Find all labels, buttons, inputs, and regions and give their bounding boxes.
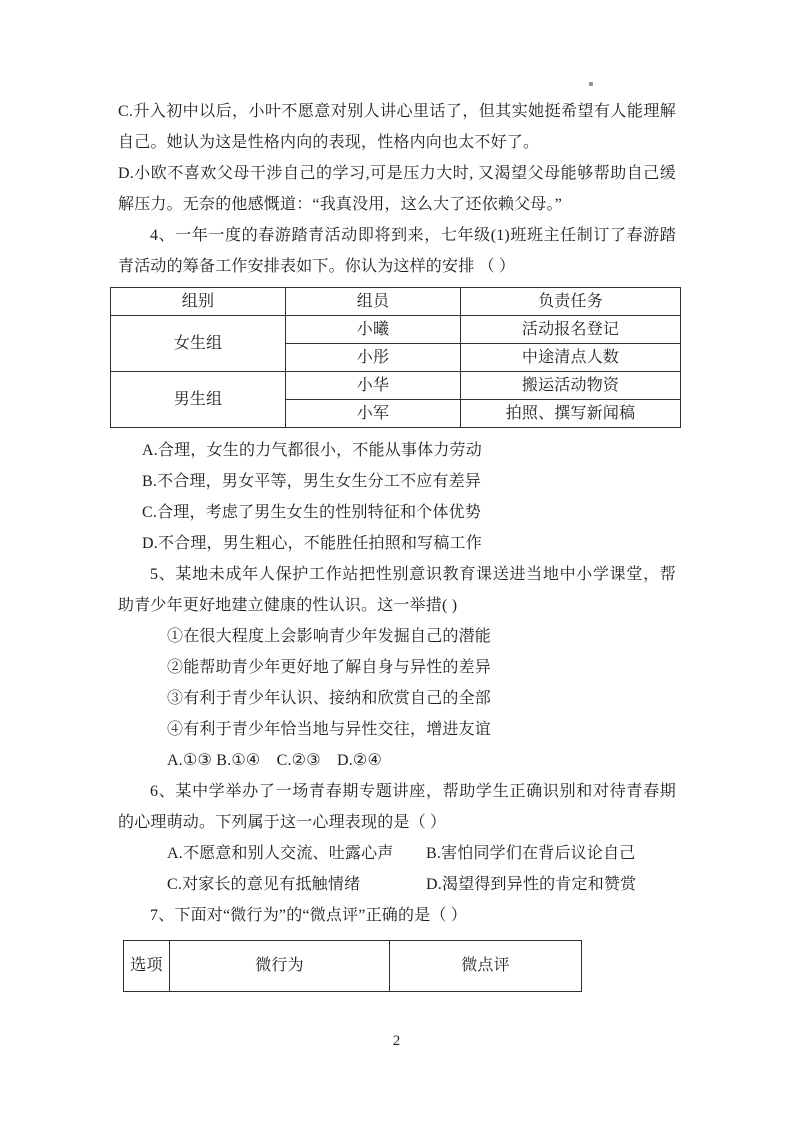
q4-header-member: 组员 bbox=[286, 288, 461, 316]
page-number: 2 bbox=[392, 1033, 401, 1049]
q4-cell-task: 中途清点人数 bbox=[461, 344, 681, 372]
q6-option-b: B.害怕同学们在背后议论自己 bbox=[426, 845, 636, 862]
q4-options bbox=[142, 435, 676, 559]
q4-option-d: D.不合理，男生粗心，不能胜任拍照和写稿工作 bbox=[142, 535, 482, 552]
q5-item-2: ②能帮助青少年更好地了解自身与异性的差异 bbox=[167, 659, 492, 676]
q4-cell-task: 拍照、撰写新闻稿 bbox=[461, 400, 681, 428]
q7-header-behavior: 微行为 bbox=[170, 941, 390, 992]
q6-options-row-1 bbox=[167, 838, 676, 869]
q6-option-a: A.不愿意和别人交流、吐露心声 bbox=[167, 845, 394, 862]
q4-cell-group-girls: 女生组 bbox=[111, 316, 286, 372]
q6-stem: 6、某中学举办了一场青春期专题讲座，帮助学生正确识别和对待青春期的心理萌动。下列属于这一心理表现的是（ ） bbox=[118, 783, 676, 831]
q6-option-c: C.对家长的意见有抵触情绪 bbox=[167, 876, 361, 893]
q5-stem: 5、某地未成年人保护工作站把性别意识教育课送进当地中小学课堂，帮助青少年更好地建立健康的性认识。这一举措( ) bbox=[118, 566, 676, 614]
table-row bbox=[111, 372, 681, 400]
q6-option-d: D.渴望得到异性的肯定和赞赏 bbox=[426, 876, 637, 893]
page-content bbox=[118, 96, 676, 992]
q6-options bbox=[167, 838, 676, 900]
q3-option-c: C.升入初中以后，小叶不愿意对别人讲心里话了，但其实她挺希望有人能理解自己。她认为这是性格内向的表现，性格内向也太不好了。 bbox=[118, 103, 676, 151]
table-row bbox=[111, 316, 681, 344]
q7-stem: 7、下面对“微行为”的“微点评”正确的是（ ） bbox=[150, 907, 468, 924]
q4-header-task: 负责任务 bbox=[461, 288, 681, 316]
q7-header-option: 选项 bbox=[124, 941, 170, 992]
q4-header-group: 组别 bbox=[111, 288, 286, 316]
q4-cell-member: 小曦 bbox=[286, 316, 461, 344]
q7-table bbox=[123, 940, 582, 992]
q5-item-4: ④有利于青少年恰当地与异性交往，增进友谊 bbox=[167, 721, 492, 738]
q4-stem: 4、一年一度的春游踏青活动即将到来，七年级(1)班班主任制订了春游踏青活动的筹备工作安排表如下。你认为这样的安排 （ ） bbox=[118, 227, 676, 275]
q4-cell-task: 搬运活动物资 bbox=[461, 372, 681, 400]
q6-options-row-2 bbox=[167, 869, 676, 900]
q4-cell-member: 小军 bbox=[286, 400, 461, 428]
q5-item-1: ①在很大程度上会影响青少年发掘自己的潜能 bbox=[167, 628, 492, 645]
q5-items bbox=[167, 621, 676, 776]
q4-cell-member: 小彤 bbox=[286, 344, 461, 372]
q4-cell-member: 小华 bbox=[286, 372, 461, 400]
q4-option-a: A.合理，女生的力气都很小，不能从事体力劳动 bbox=[142, 442, 482, 459]
stray-ink-dot bbox=[589, 82, 593, 86]
q4-option-c: C.合理，考虑了男生女生的性别特征和个体优势 bbox=[142, 504, 482, 521]
q5-item-3: ③有利于青少年认识、接纳和欣赏自己的全部 bbox=[167, 690, 492, 707]
q7-header-comment: 微点评 bbox=[390, 941, 582, 992]
q4-schedule-table bbox=[110, 287, 681, 428]
q4-cell-group-boys: 男生组 bbox=[111, 372, 286, 428]
q4-table-header-row bbox=[111, 288, 681, 316]
q4-option-b: B.不合理，男女平等，男生女生分工不应有差异 bbox=[142, 473, 482, 490]
q7-table-header-row bbox=[124, 941, 582, 992]
q4-cell-task: 活动报名登记 bbox=[461, 316, 681, 344]
q5-answer-row: A.①③ B.①④ C.②③ D.②④ bbox=[167, 752, 383, 769]
q3-option-d: D.小欧不喜欢父母干涉自己的学习,可是压力大时, 又渴望父母能够帮助自己缓解压力。无奈的他感慨道：“我真没用，这么大了还依赖父母。” bbox=[118, 165, 676, 213]
